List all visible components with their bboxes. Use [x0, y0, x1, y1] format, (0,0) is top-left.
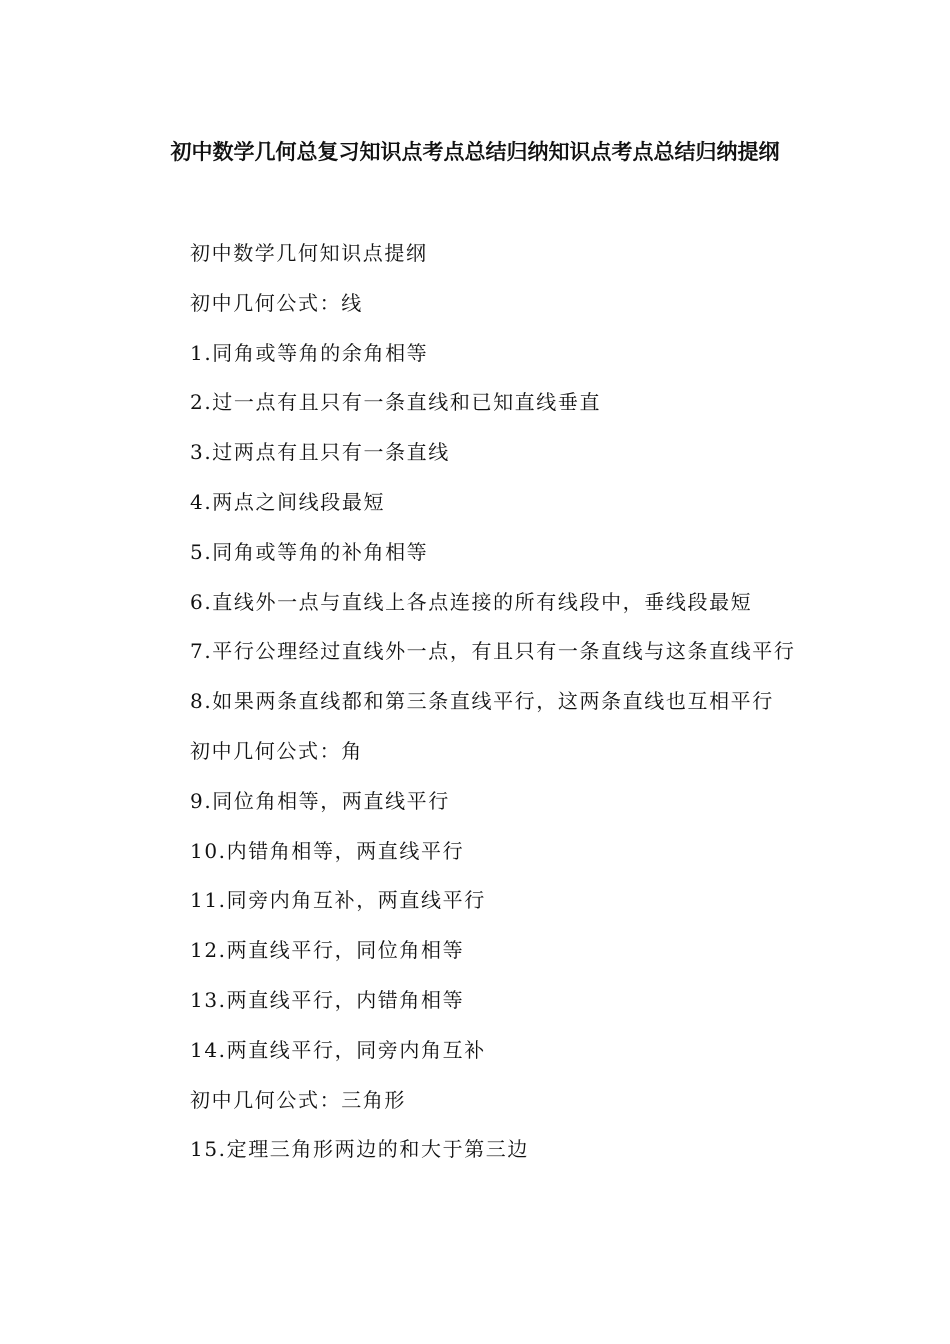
list-item: 9.同位角相等，两直线平行: [190, 788, 450, 813]
list-item: 10.内错角相等，两直线平行: [190, 838, 465, 863]
list-item: 4.两点之间线段最短: [190, 489, 386, 514]
list-item: 8.如果两条直线都和第三条直线平行，这两条直线也互相平行: [190, 689, 774, 714]
list-item: 7.平行公理经过直线外一点，有且只有一条直线与这条直线平行: [190, 639, 796, 664]
list-item: 14.两直线平行，同旁内角互补: [190, 1037, 486, 1062]
section-heading: 初中几何公式：角: [190, 738, 363, 763]
list-item: 3.过两点有且只有一条直线: [190, 440, 450, 465]
document-body: [145, 229, 810, 1175]
document-title: 初中数学几何总复习知识点考点总结归纳知识点考点总结归纳提纲: [170, 140, 780, 164]
list-item: 6.直线外一点与直线上各点连接的所有线段中，垂线段最短: [190, 589, 753, 614]
list-item: 5.同角或等角的补角相等: [190, 539, 429, 564]
section-heading: 初中几何公式：线: [190, 290, 363, 315]
list-item: 12.两直线平行，同位角相等: [190, 938, 465, 963]
list-item: 13.两直线平行，内错角相等: [190, 987, 465, 1012]
list-item: 1.同角或等角的余角相等: [190, 340, 429, 365]
list-item: 2.过一点有且只有一条直线和已知直线垂直: [190, 390, 602, 415]
section-heading: 初中数学几何知识点提纲: [190, 241, 428, 265]
section-heading: 初中几何公式：三角形: [190, 1087, 406, 1112]
list-item: 11.同旁内角互补，两直线平行: [190, 888, 486, 913]
list-item: 15.定理三角形两边的和大于第三边: [190, 1137, 530, 1162]
